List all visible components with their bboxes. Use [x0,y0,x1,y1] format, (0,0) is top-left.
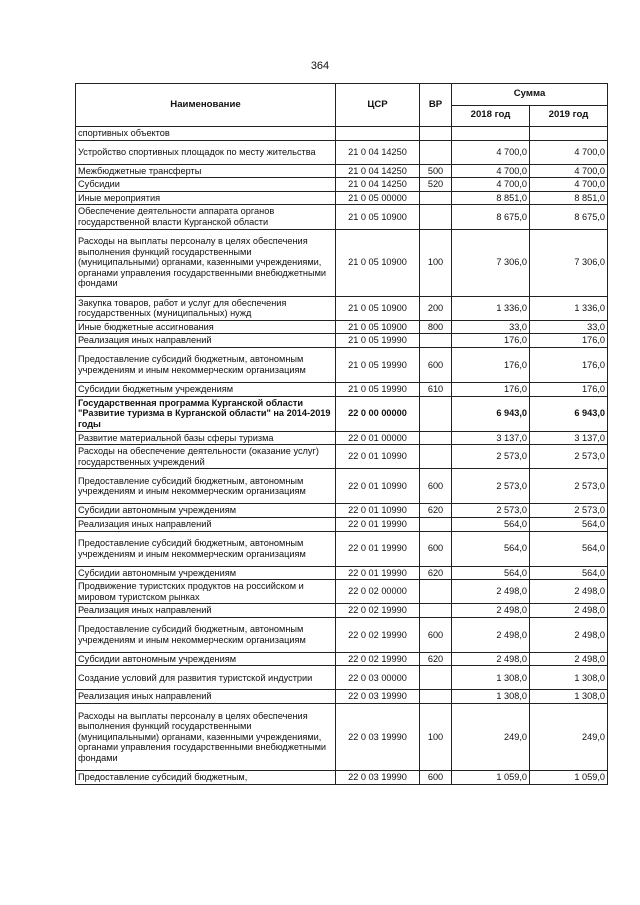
row-sum-2018-cell: 249,0 [452,704,530,771]
row-csr-cell: 22 0 02 19990 [336,617,420,652]
table-row [76,445,608,469]
row-vr-cell: 800 [420,320,452,334]
row-sum-2019-cell: 176,0 [530,382,608,396]
row-csr-cell: 21 0 04 14250 [336,164,420,178]
row-sum-2019-cell: 1 308,0 [530,690,608,704]
row-sum-2019-cell [530,127,608,141]
table-row [76,320,608,334]
row-vr-cell [420,205,452,229]
row-sum-2019-cell: 2 573,0 [530,469,608,504]
row-vr-cell: 620 [420,504,452,518]
row-csr-cell: 22 0 03 19990 [336,771,420,785]
header-2018: 2018 год [452,105,530,127]
header-vr: ВР [420,84,452,127]
table-row [76,690,608,704]
table-row [76,229,608,296]
row-sum-2018-cell: 2 573,0 [452,504,530,518]
row-sum-2019-cell: 4 700,0 [530,140,608,164]
row-sum-2018-cell: 1 308,0 [452,666,530,690]
row-sum-2019-cell: 2 498,0 [530,604,608,618]
table-row [76,127,608,141]
row-sum-2019-cell: 4 700,0 [530,178,608,192]
row-name-cell: Предоставление субсидий бюджетным, автономным учреждениям и иным некоммерческим организациям [76,531,336,566]
row-sum-2019-cell: 2 498,0 [530,617,608,652]
row-sum-2019-cell: 2 498,0 [530,580,608,604]
row-sum-2019-cell: 249,0 [530,704,608,771]
row-vr-cell: 620 [420,566,452,580]
row-csr-cell [336,127,420,141]
row-sum-2018-cell: 1 308,0 [452,690,530,704]
row-name-cell: Расходы на выплаты персоналу в целях обеспечения выполнения функций государственными (муниципальными) органами, казенными учреждениями, органами управления государственными внебюджетными фондами [76,704,336,771]
table-row [76,771,608,785]
row-name-cell: Реализация иных направлений [76,517,336,531]
row-sum-2018-cell: 176,0 [452,382,530,396]
row-vr-cell: 520 [420,178,452,192]
row-vr-cell [420,690,452,704]
row-name-cell: Реализация иных направлений [76,690,336,704]
row-csr-cell: 21 0 05 19990 [336,334,420,348]
row-name-cell: Субсидии бюджетным учреждениям [76,382,336,396]
row-csr-cell: 22 0 02 19990 [336,652,420,666]
row-vr-cell [420,517,452,531]
row-sum-2018-cell: 4 700,0 [452,178,530,192]
row-sum-2018-cell: 6 943,0 [452,396,530,431]
table-row [76,347,608,382]
table-row [76,140,608,164]
header-sum: Сумма [452,84,608,106]
row-sum-2019-cell: 2 573,0 [530,445,608,469]
row-sum-2019-cell: 2 573,0 [530,504,608,518]
row-name-cell: Субсидии [76,178,336,192]
row-csr-cell: 21 0 05 10900 [336,229,420,296]
table-row [76,396,608,431]
row-csr-cell: 22 0 00 00000 [336,396,420,431]
table-row [76,382,608,396]
row-vr-cell [420,127,452,141]
row-csr-cell: 21 0 05 19990 [336,347,420,382]
row-csr-cell: 22 0 01 00000 [336,431,420,445]
row-vr-cell [420,580,452,604]
row-sum-2018-cell: 564,0 [452,566,530,580]
row-sum-2019-cell: 1 336,0 [530,296,608,320]
row-name-cell: Субсидии автономным учреждениям [76,504,336,518]
table-row [76,205,608,229]
table-row [76,178,608,192]
row-sum-2019-cell: 6 943,0 [530,396,608,431]
table-row [76,617,608,652]
header-name: Наименование [76,84,336,127]
table-row [76,334,608,348]
table-row [76,469,608,504]
row-name-cell: Иные мероприятия [76,191,336,205]
row-vr-cell: 600 [420,347,452,382]
row-csr-cell: 21 0 04 14250 [336,140,420,164]
row-name-cell: Расходы на выплаты персоналу в целях обеспечения выполнения функций государственными (муниципальными) органами, казенными учреждениями, органами управления государственными внебюджетными фондами [76,229,336,296]
header-row [76,84,608,106]
row-name-cell: Реализация иных направлений [76,604,336,618]
row-vr-cell [420,445,452,469]
row-vr-cell [420,604,452,618]
row-sum-2018-cell: 33,0 [452,320,530,334]
row-name-cell: Субсидии автономным учреждениям [76,566,336,580]
row-sum-2019-cell: 1 308,0 [530,666,608,690]
row-vr-cell [420,431,452,445]
row-csr-cell: 21 0 05 10900 [336,296,420,320]
row-vr-cell [420,666,452,690]
budget-table [75,83,608,785]
row-csr-cell: 21 0 05 19990 [336,382,420,396]
row-csr-cell: 22 0 03 19990 [336,704,420,771]
row-sum-2019-cell: 176,0 [530,334,608,348]
table-row [76,566,608,580]
table-row [76,517,608,531]
row-sum-2018-cell: 2 573,0 [452,445,530,469]
row-csr-cell: 22 0 01 19990 [336,566,420,580]
row-sum-2018-cell: 4 700,0 [452,164,530,178]
row-name-cell: Продвижение туристских продуктов на российском и мировом туристском рынках [76,580,336,604]
row-name-cell: спортивных объектов [76,127,336,141]
header-csr: ЦСР [336,84,420,127]
row-sum-2018-cell: 7 306,0 [452,229,530,296]
row-csr-cell: 22 0 01 10990 [336,469,420,504]
table-row [76,652,608,666]
table-row [76,704,608,771]
row-sum-2019-cell: 3 137,0 [530,431,608,445]
row-name-cell: Развитие материальной базы сферы туризма [76,431,336,445]
row-name-cell: Межбюджетные трансферты [76,164,336,178]
row-csr-cell: 22 0 02 00000 [336,580,420,604]
row-name-cell: Субсидии автономным учреждениям [76,652,336,666]
row-sum-2019-cell: 176,0 [530,347,608,382]
table-row [76,164,608,178]
row-sum-2018-cell: 176,0 [452,347,530,382]
row-vr-cell [420,396,452,431]
row-vr-cell: 500 [420,164,452,178]
row-sum-2018-cell: 564,0 [452,517,530,531]
row-name-cell: Предоставление субсидий бюджетным, [76,771,336,785]
row-csr-cell: 22 0 01 19990 [336,531,420,566]
row-sum-2019-cell: 2 498,0 [530,652,608,666]
row-name-cell: Закупка товаров, работ и услуг для обеспечения государственных (муниципальных) нужд [76,296,336,320]
row-vr-cell: 620 [420,652,452,666]
row-vr-cell: 610 [420,382,452,396]
row-sum-2018-cell: 4 700,0 [452,140,530,164]
row-sum-2018-cell: 8 675,0 [452,205,530,229]
row-sum-2019-cell: 8 851,0 [530,191,608,205]
row-name-cell: Устройство спортивных площадок по месту жительства [76,140,336,164]
row-name-cell: Расходы на обеспечение деятельности (оказание услуг) государственных учреждений [76,445,336,469]
row-csr-cell: 21 0 05 10900 [336,205,420,229]
row-name-cell: Предоставление субсидий бюджетным, автономным учреждениям и иным некоммерческим организациям [76,617,336,652]
table-row [76,666,608,690]
row-sum-2018-cell: 564,0 [452,531,530,566]
table-row [76,296,608,320]
table-row [76,504,608,518]
row-csr-cell: 22 0 01 10990 [336,504,420,518]
row-vr-cell [420,334,452,348]
row-name-cell: Предоставление субсидий бюджетным, автономным учреждениям и иным некоммерческим организациям [76,469,336,504]
row-sum-2018-cell: 2 498,0 [452,617,530,652]
row-sum-2019-cell: 4 700,0 [530,164,608,178]
row-vr-cell [420,191,452,205]
row-sum-2018-cell: 8 851,0 [452,191,530,205]
row-csr-cell: 21 0 05 00000 [336,191,420,205]
table-row [76,431,608,445]
row-sum-2018-cell: 2 573,0 [452,469,530,504]
row-sum-2019-cell: 564,0 [530,531,608,566]
row-csr-cell: 21 0 05 10900 [336,320,420,334]
page-number: 364 [310,60,330,72]
row-vr-cell [420,140,452,164]
row-name-cell: Реализация иных направлений [76,334,336,348]
table-row [76,531,608,566]
table-row [76,604,608,618]
row-name-cell: Иные бюджетные ассигнования [76,320,336,334]
row-csr-cell: 22 0 01 19990 [336,517,420,531]
row-sum-2018-cell [452,127,530,141]
row-sum-2018-cell: 2 498,0 [452,652,530,666]
row-sum-2019-cell: 564,0 [530,566,608,580]
row-sum-2018-cell: 2 498,0 [452,604,530,618]
row-vr-cell: 600 [420,469,452,504]
row-csr-cell: 22 0 03 19990 [336,690,420,704]
row-vr-cell: 100 [420,229,452,296]
row-sum-2019-cell: 564,0 [530,517,608,531]
row-csr-cell: 22 0 03 00000 [336,666,420,690]
row-name-cell: Обеспечение деятельности аппарата органов государственной власти Курганской области [76,205,336,229]
row-sum-2019-cell: 1 059,0 [530,771,608,785]
table-row [76,580,608,604]
row-sum-2019-cell: 7 306,0 [530,229,608,296]
row-name-cell: Создание условий для развития туристской индустрии [76,666,336,690]
row-vr-cell: 600 [420,617,452,652]
row-vr-cell: 100 [420,704,452,771]
row-name-cell: Предоставление субсидий бюджетным, автономным учреждениям и иным некоммерческим организациям [76,347,336,382]
row-sum-2019-cell: 8 675,0 [530,205,608,229]
row-csr-cell: 21 0 04 14250 [336,178,420,192]
row-vr-cell: 600 [420,771,452,785]
table-body [76,127,608,785]
row-csr-cell: 22 0 02 19990 [336,604,420,618]
row-sum-2018-cell: 1 336,0 [452,296,530,320]
row-sum-2018-cell: 2 498,0 [452,580,530,604]
row-vr-cell: 200 [420,296,452,320]
row-sum-2019-cell: 33,0 [530,320,608,334]
table-row [76,191,608,205]
row-vr-cell: 600 [420,531,452,566]
row-name-cell: Государственная программа Курганской области "Развитие туризма в Курганской области" на 2014-2019 годы [76,396,336,431]
header-2019: 2019 год [530,105,608,127]
row-csr-cell: 22 0 01 10990 [336,445,420,469]
row-sum-2018-cell: 1 059,0 [452,771,530,785]
row-sum-2018-cell: 3 137,0 [452,431,530,445]
row-sum-2018-cell: 176,0 [452,334,530,348]
